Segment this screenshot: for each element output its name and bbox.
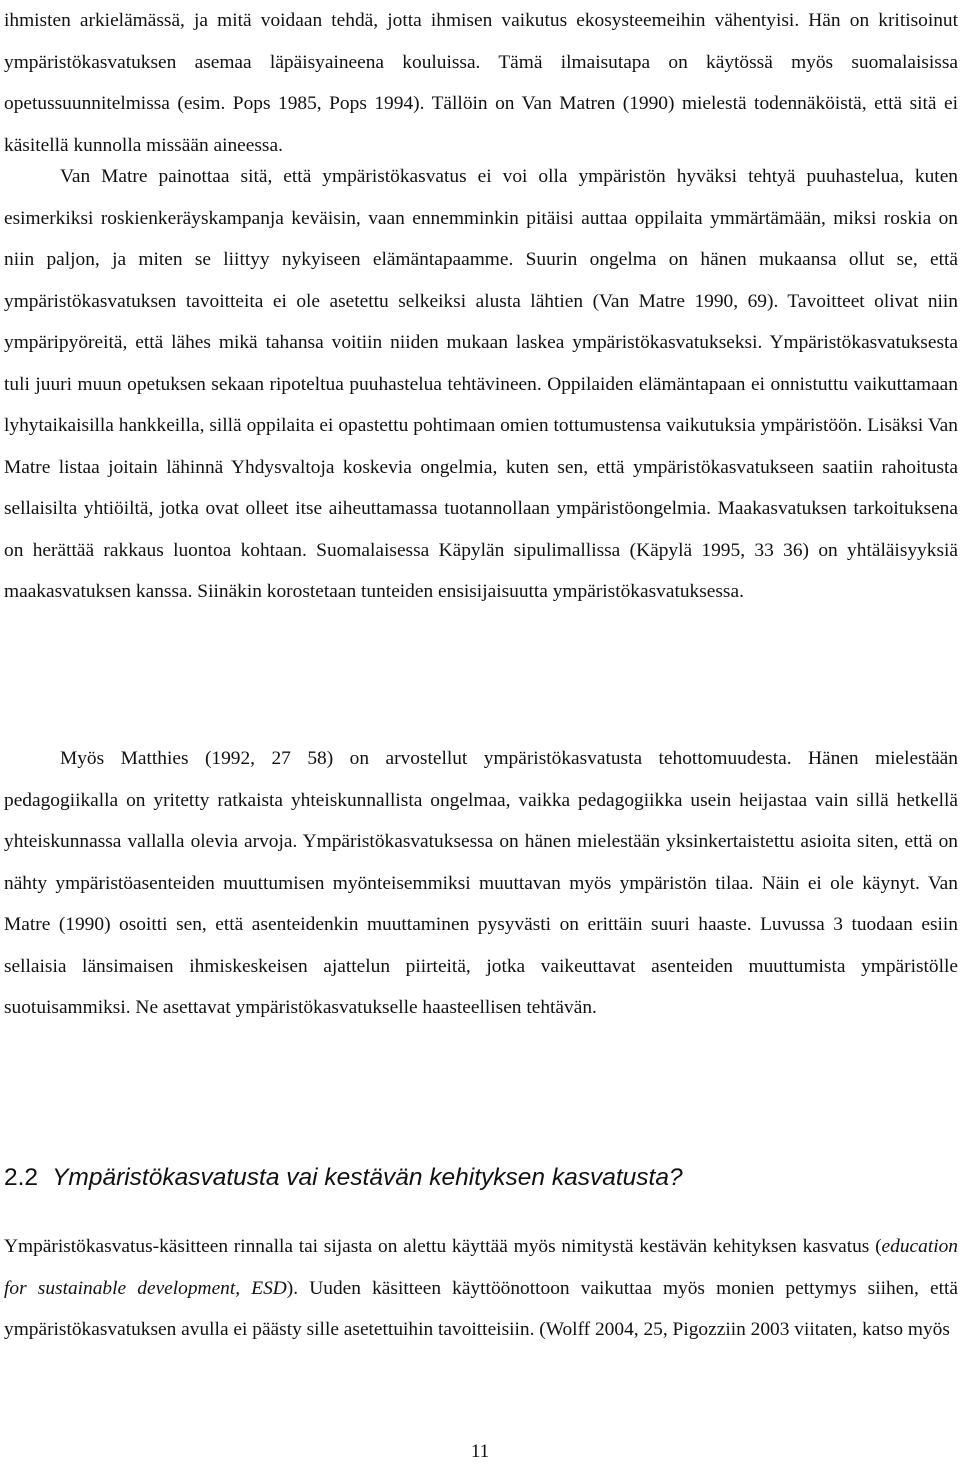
body-paragraph: Van Matre painottaa sitä, että ympäristökasvatus ei voi olla ympäristön hyväksi tehtyä puuhastelua, kuten esimerkiksi roskienkeräyskampanja keväisin, vaan ennemminkin pitäisi auttaa oppilaita ymmärtämään, miksi roskia on niin paljon, ja miten se liittyy nykyiseen elämäntapaamme. Suurin ongelma on hänen mukaansa ollut se, että ympäristökasvatuksen tavoitteita ei ole asetettu selkeiksi alusta lähtien (Van Matre 1990, 69). Tavoitteet olivat niin ympäripyöreitä, että lähes mikä tahansa voitiin niiden mukaan laskea ympäristökasvatukseksi. Ympäristökasvatuksesta tuli juuri muun opetuksen sekaan ripoteltua puuhastelua tehtävineen. Oppilaiden elämäntapaan ei onnistuttu vaikuttamaan lyhytaikaisilla hankkeilla, sillä oppilaita ei opastettu pohtimaan omien tottumustensa vaikutuksia ympäristöön. Lisäksi Van Matre listaa joitain lähinnä Yhdysvaltoja koskevia ongelmia, kuten sen, että ympäristökasvatukseen saatiin rahoitusta sellaisilta yhtiöiltä, jotka ovat olleet itse aiheuttamassa tuotannollaan ympäristöongelmia. Maakasvatuksen tarkoituksena on herättää rakkaus luontoa kohtaan. Suomalaisessa Käpylän sipulimallissa (Käpylä 1995, 33 36) on yhtäläisyyksiä maakasvatuksen kanssa. Siinäkin korostetaan tunteiden ensisijaisuutta ympäristökasvatuksessa.	[4, 166, 958, 602]
section-heading	[4, 1158, 683, 1198]
page-number: 11	[470, 1441, 490, 1462]
body-paragraph	[4, 1226, 958, 1351]
paragraph-text: Ympäristökasvatus-käsitteen rinnalla tai sijasta on alettu käyttää myös nimitystä kestävän kehityksen kasvatus (	[4, 1236, 882, 1257]
body-paragraph: Myös Matthies (1992, 27 58) on arvostellut ympäristökasvatusta tehottomuudesta. Hänen mielestään pedagogiikalla on yritetty ratkaista yhteiskunnallista ongelmaa, vaikka pedagogiikka usein heijastaa vain sillä hetkellä yhteiskunnassa vallalla olevia arvoja. Ympäristökasvatuksessa on hänen mielestään yksinkertaistettu asioita siten, että on nähty ympäristöasenteiden muuttumisen myönteisemmiksi muuttavan myös ympäristön tilaa. Näin ei ole käynyt. Van Matre (1990) osoitti sen, että asenteidenkin muuttaminen pysyvästi on erittäin suuri haaste. Luvussa 3 tuodaan esiin sellaisia länsimaisen ihmiskeskeisen ajattelun piirteitä, jotka vaikeuttavat asenteiden muuttumista ympäristölle suotuisammiksi. Ne asettavat ympäristökasvatukselle haasteellisen tehtävän.	[4, 748, 958, 1018]
body-paragraph: ihmisten arkielämässä, ja mitä voidaan tehdä, jotta ihmisen vaikutus ekosysteemeihin vähentyisi. Hän on kritisoinut ympäristökasvatuksen asemaa läpäisyaineena kouluissa. Tämä ilmaisutapa on käytössä myös suomalaisissa opetussuunnitelmissa (esim. Pops 1985, Pops 1994). Tällöin on Van Matren (1990) mielestä todennäköistä, että sitä ei käsitellä kunnolla missään aineessa.	[4, 10, 958, 156]
paragraph-text: ). Uuden käsitteen käyttöönottoon vaikuttaa myös monien pettymys siihen, että ympäristökasvatuksen avulla ei päästy sille asetettuihin tavoitteisiin. (Wolff 2004, 25, Pigozziin 2003 viitaten, katso myös	[4, 1277, 958, 1340]
section-number: 2.2	[4, 1164, 39, 1191]
section-title: Ympäristökasvatusta vai kestävän kehityksen kasvatusta?	[52, 1164, 683, 1191]
italic-term: education for sustainable development, ESD	[4, 1236, 958, 1299]
